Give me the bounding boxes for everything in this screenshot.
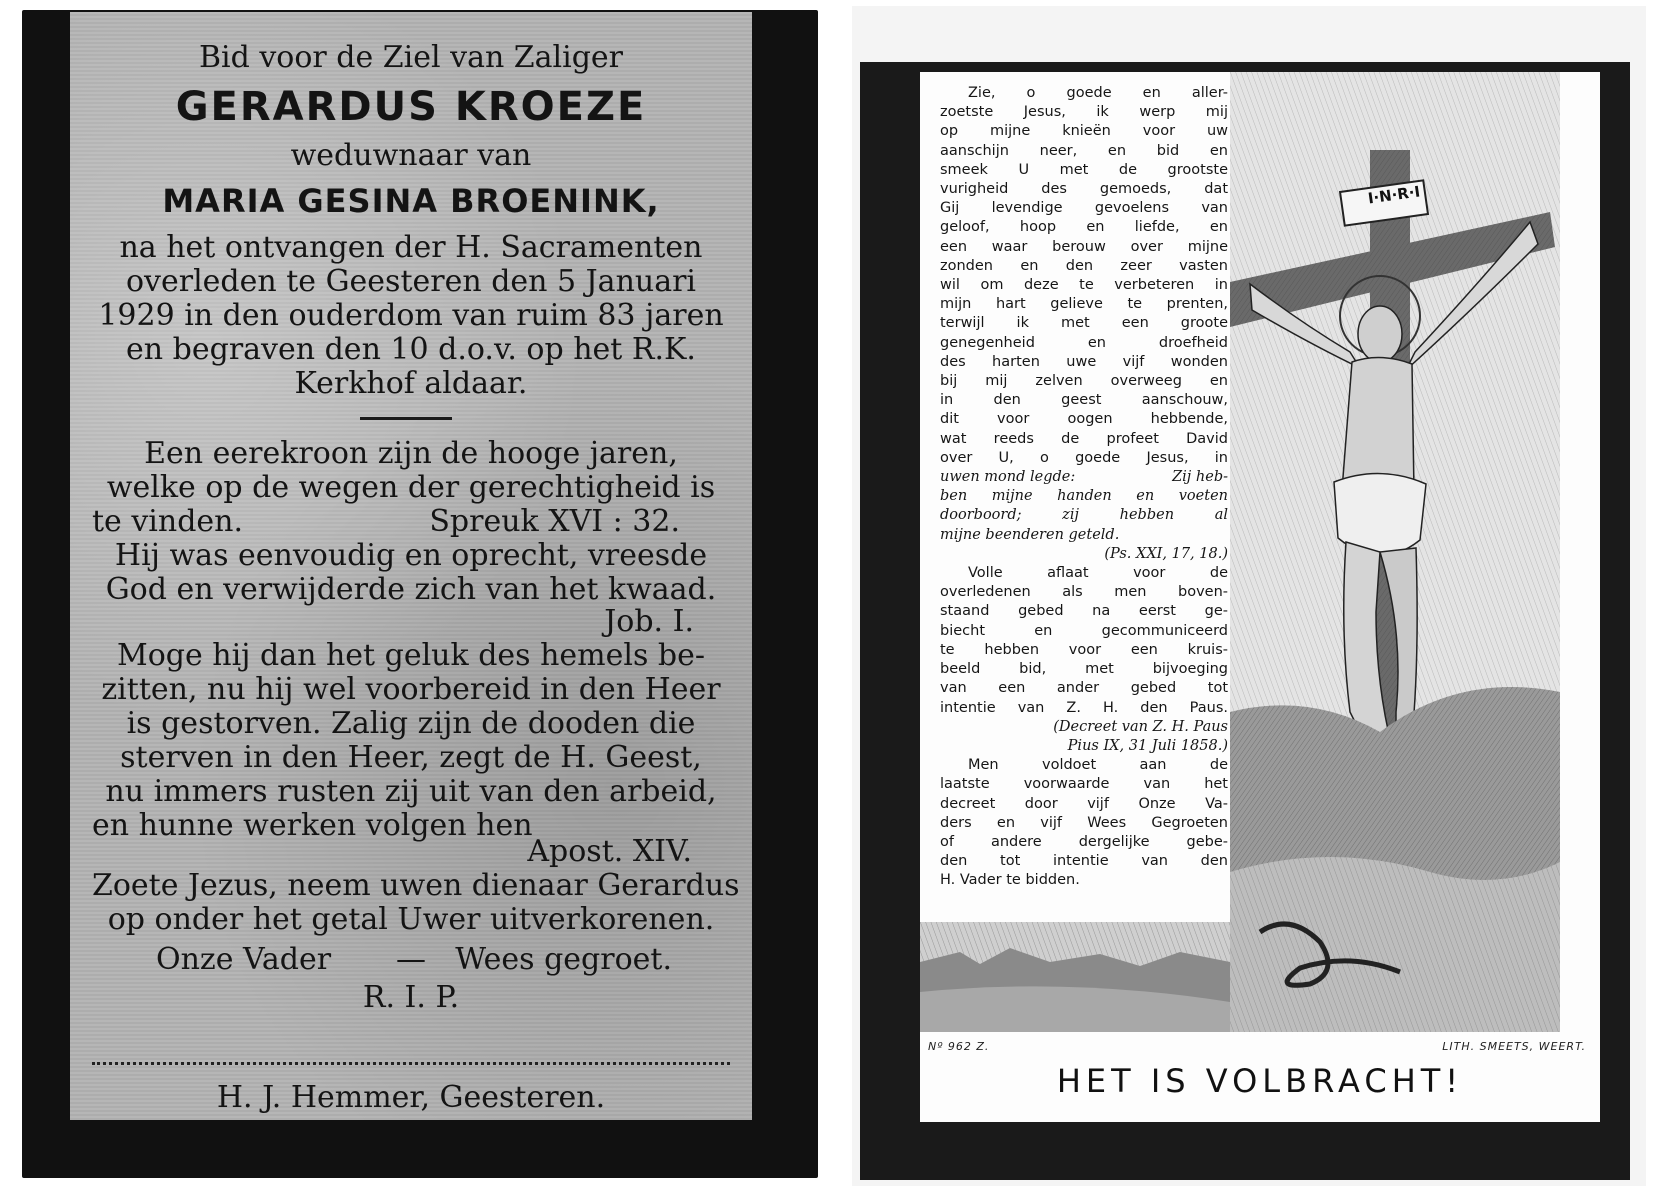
death-notice-line: overleden te Geesteren den 5 Januari (125, 264, 697, 299)
indulgence-line: van een ander gebed tot (940, 680, 1228, 697)
verse-line: nu immers rusten zij uit van den arbeid, (105, 774, 717, 809)
prayer-line: smeek U met de grootste (940, 161, 1228, 178)
prayer-line: geloof, hoop en liefde, en (940, 219, 1228, 236)
verse-line: sterven in den Heer, zegt de H. Geest, (120, 740, 702, 775)
prayer-line: Gij levendige gevoelens van (940, 200, 1228, 217)
prayer-quote: mijne beenderen geteld. (940, 526, 1120, 543)
black-frame (860, 62, 1630, 1180)
verse-reference: Spreuk XVI : 32. (429, 504, 680, 539)
prayer-line: aanschijn neer, en bid en (940, 142, 1228, 159)
memorial-card-back (852, 6, 1646, 1186)
condition-line: H. Vader te bidden. (940, 872, 1080, 889)
printer-credit: H. J. Hemmer, Geesteren. (216, 1080, 606, 1115)
prayer-line: genegenheid en droefheid (940, 334, 1228, 351)
condition-line: laatste voorwaarde van het (940, 776, 1228, 793)
prayer-line: op mijne knieën voor uw (940, 123, 1228, 140)
condition-line: Men voldoet aan de (968, 757, 1228, 774)
verse-line: Hij was eenvoudig en oprecht, vreesde (114, 538, 708, 573)
verse-line: te vinden. (92, 504, 244, 539)
dotted-divider (92, 1062, 730, 1065)
decree-reference: (Decreet van Z. H. Paus (1053, 718, 1228, 735)
deceased-name: GERARDUS KROEZE (175, 84, 647, 130)
printed-sheet (920, 72, 1600, 1122)
divider (360, 417, 452, 420)
prayer-line: een waar berouw over mijne (940, 238, 1228, 255)
condition-line: den tot intentie van den (940, 853, 1228, 870)
memorial-card-front (22, 10, 818, 1178)
closing-prayer-2: Wees gegroet. (455, 942, 672, 977)
landscape-illustration (920, 922, 1550, 1032)
prayer-line: bij mij zelven overweeg en (940, 373, 1228, 390)
condition-line: of andere dergelijke gebe- (940, 833, 1228, 850)
prayer-line: zoetste Jesus, ik werp mij (940, 104, 1228, 121)
prayer-line: dit voor oogen hebbende, (940, 411, 1228, 428)
verse-reference: Apost. XIV. (527, 834, 692, 869)
prayer-line: des harten uwe vijf wonden (940, 353, 1228, 370)
prayer-line: mijn hart gelieve te prenten, (940, 296, 1228, 313)
card-header: Bid voor de Ziel van Zaliger (198, 40, 624, 75)
indulgence-line: te hebben voor een kruis- (940, 641, 1228, 658)
indulgence-line: staand gebed na eerst ge- (940, 603, 1228, 620)
death-notice-line: 1929 in den ouderdom van ruim 83 jaren (98, 298, 724, 333)
spouse-name: MARIA GESINA BROENINK, (162, 182, 660, 220)
death-notice-line: na het ontvangen der H. Sacramenten (119, 230, 703, 265)
relation-text: weduwnaar van (290, 138, 532, 173)
prayer-quote: ben mijne handen en voeten (940, 488, 1228, 505)
verse-line: op onder het getal Uwer uitverkorenen. (107, 902, 715, 937)
prayer-fragment: uwen mond legde: (940, 469, 1076, 486)
prayer-line: terwijl ik met een groote (940, 315, 1228, 332)
verse-line: God en verwijderde zich van het kwaad. (105, 572, 717, 607)
prayer-quote: doorboord; zij hebben al (940, 507, 1228, 524)
prayer-line: vurigheid des gemoeds, dat (940, 181, 1228, 198)
memorial-card-text-panel (70, 12, 752, 1120)
verse-line: Een eerekroon zijn de hooge jaren, (144, 436, 678, 471)
closing-prayer-1: Onze Vader (156, 942, 332, 977)
death-notice-line: en begraven den 10 d.o.v. op het R.K. (126, 332, 696, 367)
scripture-reference: (Ps. XXI, 17, 18.) (1104, 545, 1228, 562)
verse-line: en hunne werken volgen hen (92, 808, 533, 843)
motto-text: HET IS VOLBRACHT! (1056, 1062, 1464, 1100)
death-notice-line: Kerkhof aldaar. (294, 366, 528, 401)
prayer-line-with-quote (940, 468, 1228, 487)
plate-number: Nº 962 Z. (928, 1040, 990, 1053)
prayer-line: wat reeds de profeet David (940, 430, 1228, 447)
prayer-line: over U, o goede Jesus, in (940, 449, 1228, 466)
decree-reference: Pius IX, 31 Juli 1858.) (1067, 737, 1228, 754)
prayer-line: in den geest aanschouw, (940, 392, 1228, 409)
crucifixion-illustration (1230, 72, 1560, 1032)
inri-label: I·N·R·I (1366, 182, 1422, 208)
prayer-line: zonden en den zeer vasten (940, 257, 1228, 274)
indulgence-line: beeld bid, met bijvoeging (940, 661, 1228, 678)
indulgence-line: intentie van Z. H. den Paus. (940, 699, 1228, 716)
indulgence-line: biecht en gecommuniceerd (940, 622, 1228, 639)
prayer-text (940, 84, 1228, 891)
indulgence-line: Volle aflaat voor de (968, 565, 1228, 582)
prayer-quote: Zij heb- (1172, 469, 1228, 486)
verse-line: Moge hij dan het geluk des hemels be- (116, 638, 706, 673)
rip-text: R. I. P. (362, 980, 460, 1015)
condition-line: ders en vijf Wees Gegroeten (940, 814, 1228, 831)
prayer-line: wil om deze te verbeteren in (940, 277, 1228, 294)
verse-reference: Job. I. (604, 604, 694, 639)
condition-line: decreet door vijf Onze Va- (940, 795, 1228, 812)
verse-line: welke op de wegen der gerechtigheid is (106, 470, 716, 505)
prayer-line: Zie, o goede en aller- (968, 85, 1228, 101)
closing-dash: — (396, 942, 426, 977)
verse-line: is gestorven. Zalig zijn de dooden die (126, 706, 696, 741)
indulgence-line: overledenen als men boven- (940, 584, 1228, 601)
publisher-credit: LITH. SMEETS, WEERT. (1442, 1040, 1586, 1053)
verse-line: Zoete Jezus, neem uwen dienaar Gerardus (92, 868, 740, 903)
verse-line: zitten, nu hij wel voorbereid in den Heer (101, 672, 721, 707)
